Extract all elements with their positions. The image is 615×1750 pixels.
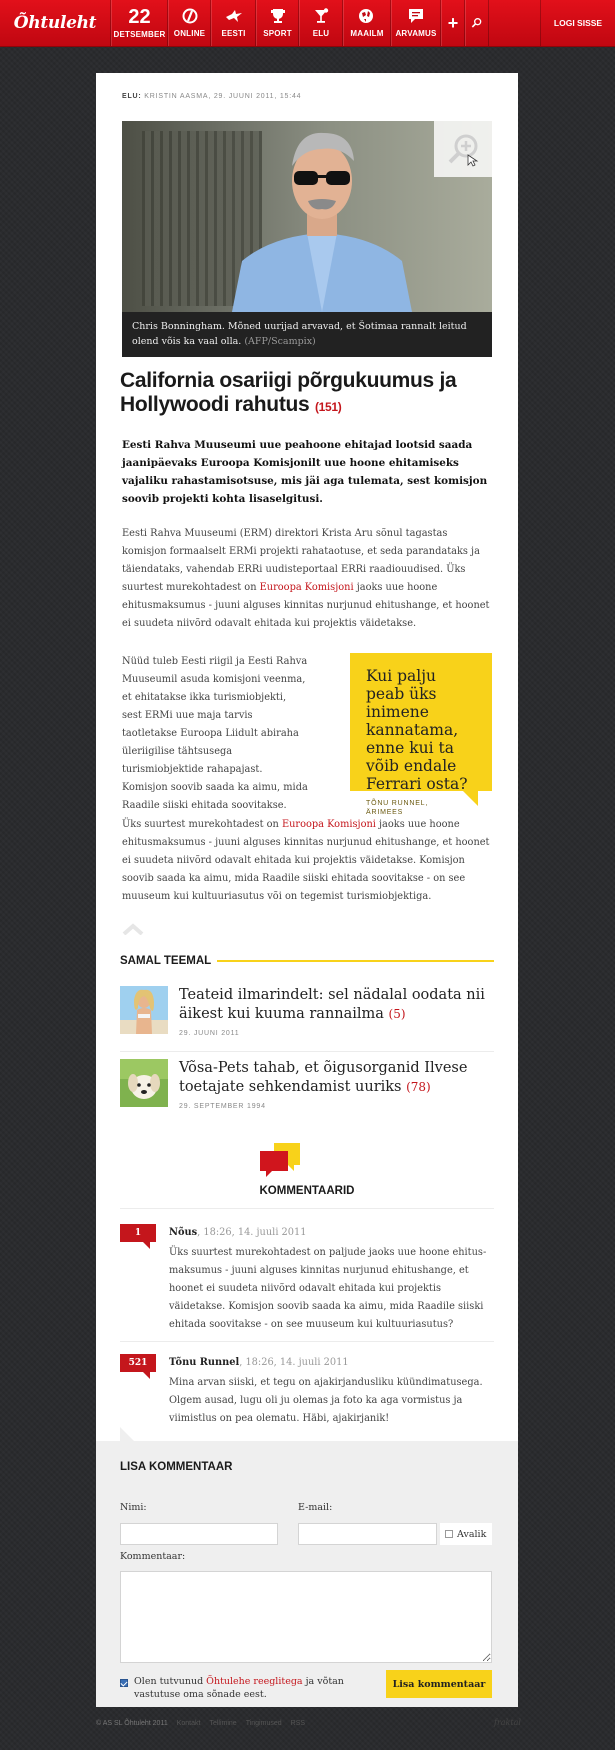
quote-text: Kui palju peab üks inimene kannatama, enne kui ta võib endale Ferrari osta?	[366, 667, 468, 793]
related-title[interactable]	[179, 986, 494, 1024]
nav-item-sport[interactable]	[256, 0, 299, 46]
article-meta	[122, 93, 301, 100]
comment-header	[169, 1357, 349, 1368]
paragraph-text: Eesti Rahva Muuseumi (ERM) direktori Krista Aru sõnul tagastas komisjon formaalselt ERMi projekti rahataotuse, et seda parandataks ja täiendataks, vahendab ERRi uudisteportaal ERRi raadiouudised. Üks suurtest murekohtadest on	[122, 528, 480, 593]
related-title-text: Teateid ilmarindelt: sel nädalal oodata nii äikest kui kuuma rannailma	[179, 987, 485, 1022]
related-thumbnail	[120, 986, 168, 1034]
form-notch	[120, 1427, 134, 1441]
nav-label: MAAILM	[350, 29, 384, 38]
public-checkbox[interactable]	[440, 1523, 492, 1545]
terms-text-part: Olen tutvunud	[134, 1676, 207, 1687]
footer-link-rss[interactable]: RSS	[290, 1720, 306, 1727]
divider	[120, 1341, 494, 1342]
footer-link-tingimused[interactable]: Tingimused	[245, 1720, 282, 1727]
article-paragraph	[122, 525, 494, 633]
zoom-button[interactable]	[434, 121, 492, 177]
paragraph-text: Üks suurtest murekohtadest on	[122, 819, 282, 830]
related-article[interactable]	[120, 986, 494, 1042]
email-label: E-mail:	[298, 1502, 333, 1513]
yellow-rule	[217, 960, 494, 962]
quote-author	[366, 799, 478, 817]
related-thumbnail	[120, 1059, 168, 1107]
comment-time: , 18:26, 14. juuli 2011	[239, 1357, 349, 1368]
globe-icon	[358, 8, 376, 24]
related-date: 29. JUUNI 2011	[179, 1030, 240, 1037]
caption-source: (AFP/Scampix)	[244, 336, 316, 347]
inline-link[interactable]: Euroopa Komisjoni	[259, 582, 354, 593]
nav-label: ONLINE	[173, 29, 206, 38]
name-field[interactable]	[120, 1523, 278, 1545]
comment-author: Nõus	[169, 1227, 198, 1238]
terms-text	[134, 1675, 364, 1701]
nav-item-elu[interactable]	[299, 0, 343, 46]
search-icon	[471, 17, 483, 29]
badge-text: 521	[128, 1358, 148, 1368]
article-paragraph	[122, 816, 494, 906]
date-day: 22	[128, 6, 151, 28]
comment-form	[96, 1441, 518, 1707]
photo-subject	[212, 121, 432, 312]
search-button[interactable]	[465, 0, 489, 46]
login-link[interactable]: LOGI SISSE	[540, 0, 615, 46]
plus-icon: +	[447, 12, 459, 33]
comments-icon	[260, 1143, 300, 1179]
inline-link[interactable]: Euroopa Komisjoni	[281, 819, 376, 830]
date-month: DETSEMBER	[113, 30, 166, 39]
cocktail-icon	[312, 8, 330, 24]
byline: KRISTIN AASMA, 29. JUUNI 2011, 15:44	[144, 93, 302, 100]
nav-label: ELU	[312, 29, 330, 38]
comment-label: Kommentaar:	[120, 1551, 186, 1562]
article-headline	[120, 369, 492, 419]
comment-number-badge	[120, 1224, 156, 1242]
date-display	[111, 0, 168, 46]
article-paragraph: Nüüd tuleb Eesti riigil ja Eesti Rahva Muuseumil asuda komisjoni veenma, et ehitatakse ikka turismiobjekti, sest ERMi uue maja tarvis taotletakse Euroopa Liidult abiraha üleriigilise tähtsusega turismiobjektide rahapajast. Komisjon soovib saada ka aimu, mida Raadile siiski ehitada soovitakse.	[122, 656, 308, 811]
back-to-top-icon[interactable]	[122, 923, 144, 935]
related-article[interactable]	[120, 1059, 494, 1115]
quote-author-role: ÄRIMEES	[366, 809, 404, 816]
checkbox-box[interactable]	[445, 1530, 453, 1538]
comment-text: Mina arvan siiski, et tegu on ajakirjandusliku küündimatusega. Olgem ausad, lugu oli ju olemas ja foto ka aga vormistus ja viimistlus on pea olematu. Häbi, ajakirjanik!	[169, 1377, 483, 1424]
comment-author: Tõnu Runnel	[169, 1357, 240, 1368]
nav-label: ARVAMUS	[395, 29, 437, 38]
footer-link-kontakt[interactable]: Kontakt	[176, 1720, 201, 1727]
related-comment-count[interactable]: (78)	[406, 1080, 431, 1094]
badge-text: 1	[134, 1228, 142, 1238]
trophy-icon	[269, 8, 287, 24]
online-icon	[181, 8, 199, 24]
zoom-icon	[446, 133, 480, 167]
related-section-title	[120, 955, 494, 967]
comment-text: Üks suurtest murekohtadest on paljude jaoks uue hoone ehitus- maksumus - juuni alguses kinnitas nurjunud ehitushange, et hoonet ei suudeta niivõrd odavalt ehitada kui projektis väidetakse. Komisjon soovib saada ka aimu, mida Raadile siiski ehitada soovitakse - on see muuseum kui kultuuriasutus?	[169, 1247, 487, 1330]
comment-time: , 18:26, 14. juuli 2011	[197, 1227, 307, 1238]
name-label: Nimi:	[120, 1502, 147, 1513]
quote-author-name: TÕNU RUNNEL,	[366, 800, 429, 807]
divider	[120, 1208, 494, 1209]
site-logo[interactable]: Õhtuleht	[0, 0, 111, 46]
related-date: 29. SEPTEMBER 1994	[179, 1103, 266, 1110]
public-label: Avalik	[457, 1528, 487, 1540]
caption-text: Chris Bonningham. Mõned uurijad arvavad, et Šotimaa rannalt leitud olend võis ka vaal olla.	[132, 321, 467, 347]
rules-link[interactable]: Õhtulehe reeglitega	[206, 1676, 303, 1687]
headline-text: California osariigi põrgukuumus ja Hollywoodi rahutus	[120, 369, 457, 416]
terms-text-part: ja võtan vastutuse oma sõnade eest.	[134, 1676, 344, 1700]
bird-icon	[225, 8, 243, 24]
article-card	[96, 73, 518, 1707]
form-title: LISA KOMMENTAAR	[120, 1461, 233, 1473]
article-photo[interactable]	[122, 121, 492, 312]
photo-caption	[122, 312, 492, 357]
badge-tail	[143, 1242, 150, 1249]
paragraph-text: jaoks uue hoone ehitusmaksumus - juuni alguses kinnitas nurjunud ehitushange, et hoonet ei suudeta niivõrd odavalt ehitada kui projektis väidetakse.	[122, 582, 490, 629]
comment-header	[169, 1227, 307, 1238]
nav-item-eesti[interactable]	[211, 0, 256, 46]
add-button[interactable]	[441, 0, 465, 46]
section-label: ELU:	[122, 93, 142, 100]
email-field[interactable]	[298, 1523, 437, 1545]
related-title-text: SAMAL TEEMAL	[120, 955, 212, 967]
related-title[interactable]	[179, 1059, 494, 1097]
comments-title: KOMMENTAARID	[259, 1185, 355, 1197]
submit-comment-button[interactable]: Lisa kommentaar	[386, 1670, 492, 1698]
comment-number-badge	[120, 1354, 156, 1372]
top-navigation	[0, 0, 615, 47]
designer-signature: fraktal	[494, 1718, 521, 1727]
footer	[96, 1720, 518, 1727]
paragraph-text: jaoks uue hoone ehitusmaksumus - juuni alguses kinnitas nurjunud ehitushange, et hoonet ei suudeta niivõrd odavalt ehitada kui projektis väidetakse. Komisjon soovib saada ka aimu, mida Raadile siiski ehitada soovitakse - on see muuseum kui kultuuriasutus või on tegemist turismiobjektiga.	[122, 819, 490, 902]
divider	[120, 1051, 494, 1052]
nav-item-arvamus[interactable]	[391, 0, 441, 46]
terms-checkbox[interactable]	[120, 1679, 128, 1687]
nav-item-online[interactable]	[168, 0, 211, 46]
nav-label: SPORT	[263, 29, 292, 38]
comment-count-link[interactable]: (151)	[314, 400, 342, 414]
footer-link-tellimine[interactable]: Tellimine	[209, 1720, 237, 1727]
badge-tail	[143, 1372, 150, 1379]
related-comment-count[interactable]: (5)	[388, 1007, 406, 1021]
related-title-text: Võsa-Pets tahab, et õigusorganid Ilvese toetajate sehkendamist uuriks	[179, 1060, 468, 1095]
nav-item-maailm[interactable]	[343, 0, 391, 46]
comment-textarea[interactable]	[120, 1571, 492, 1663]
article-lead: Eesti Rahva Muuseumi uue peahoone ehitajad lootsid saada jaanipäevaks Euroopa Komisjonilt uue hoone ehitamiseks vajaliku rahastamisotsuse, mis jäi aga tulemata, sest komisjon soovib projekti kohta lisaselgitusi.	[122, 439, 488, 505]
pull-quote	[350, 653, 492, 816]
quote-tail	[463, 791, 478, 806]
speech-bubble-icon	[407, 8, 425, 24]
copyright: © AS SL Õhtuleht 2011	[96, 1720, 168, 1727]
nav-label: EESTI	[221, 29, 246, 38]
